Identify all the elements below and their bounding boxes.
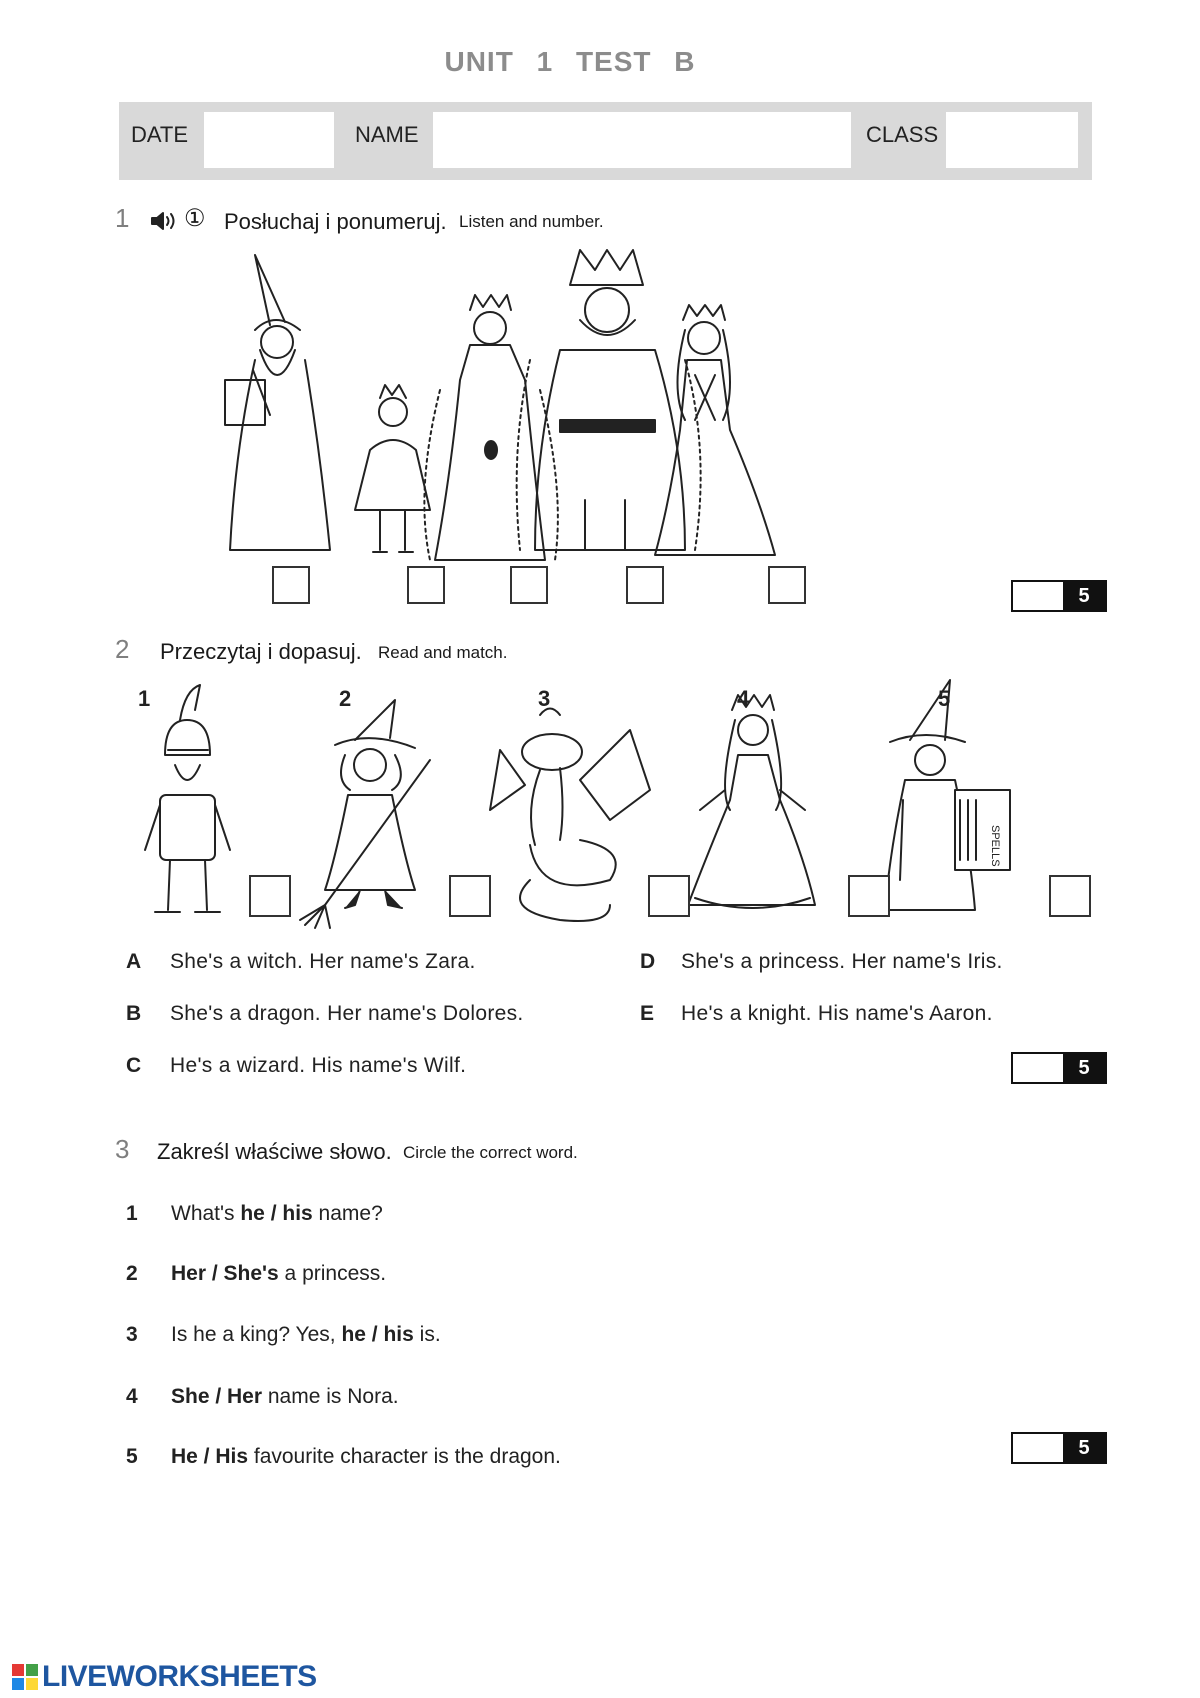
match-box-1[interactable] [249,875,291,917]
section-2-score [1011,1052,1107,1084]
logo-square-1 [12,1664,24,1676]
option-text-c: He's a wizard. His name's Wilf. [170,1054,467,1077]
question-5: He / His favourite character is the dragon. [171,1445,561,1468]
option-letter-e: E [640,1002,655,1025]
question-1: What's he / his name? [171,1202,383,1225]
score-total: 5 [1063,1054,1105,1082]
class-label: CLASS [866,122,939,147]
option-letter-a: A [126,950,142,973]
picture-number-1: 1 [138,686,151,711]
track-number: ① [184,205,206,232]
prince-figure [355,385,430,552]
answer-box-prince[interactable] [407,566,445,604]
match-box-3[interactable] [648,875,690,917]
score-total: 5 [1063,582,1105,610]
picture-number-5: 5 [938,686,951,711]
choice-5[interactable]: He / His [171,1445,249,1468]
princess-figure [655,305,775,555]
option-text-b: She's a dragon. Her name's Dolores. [170,1002,524,1025]
section-1-instruction-pl: Posłuchaj i ponumeruj. [224,209,447,234]
audio-icon[interactable] [150,210,180,232]
question-4: She / Her name is Nora. [171,1385,399,1408]
liveworksheets-logo[interactable] [12,1660,317,1694]
royal-court-illustration [215,250,865,570]
student-info-bar [119,102,1092,180]
score-input-area[interactable] [1013,582,1063,610]
answer-box-princess[interactable] [768,566,806,604]
name-label: NAME [355,122,419,147]
choice-4[interactable]: She / Her [171,1385,263,1408]
match-box-4[interactable] [848,875,890,917]
question-2: Her / She's a princess. [171,1262,387,1285]
section-3-instruction-en: Circle the correct word. [403,1143,578,1162]
section-2-instruction-en: Read and match. [378,643,508,662]
question-number-5: 5 [126,1445,138,1468]
option-letter-d: D [640,950,656,973]
option-text-a: She's a witch. Her name's Zara. [170,950,476,973]
option-letter-c: C [126,1054,142,1077]
logo-square-2 [26,1664,38,1676]
score-input-area[interactable] [1013,1434,1063,1462]
question-number-4: 4 [126,1385,138,1408]
wizard-small-figure [885,680,1010,910]
wizard-figure [225,255,330,550]
date-field[interactable] [204,112,334,168]
option-text-d: She's a princess. Her name's Iris. [681,950,1003,973]
knight-figure [145,685,230,912]
picture-number-3: 3 [538,686,551,711]
dragon-figure [490,709,650,922]
princess-small-figure [688,695,815,908]
logo-text: LIVEWORKSHEETS [42,1660,317,1693]
date-label: DATE [131,122,189,147]
option-text-e: He's a knight. His name's Aaron. [681,1002,993,1025]
answer-box-king[interactable] [626,566,664,604]
section-1-number: 1 [115,203,130,233]
match-box-5[interactable] [1049,875,1091,917]
option-letter-b: B [126,1002,142,1025]
section-1-instruction-en: Listen and number. [459,212,604,231]
question-number-2: 2 [126,1262,138,1285]
question-number-1: 1 [126,1202,138,1225]
page-title: UNIT 1 TEST B [444,46,696,77]
match-box-2[interactable] [449,875,491,917]
picture-number-4: 4 [737,686,750,711]
section-2-number: 2 [115,634,130,664]
class-field[interactable] [946,112,1078,168]
section-1-score [1011,580,1107,612]
name-field[interactable] [433,112,851,168]
answer-box-queen[interactable] [510,566,548,604]
section-3-score [1011,1432,1107,1464]
score-total: 5 [1063,1434,1105,1462]
answer-box-wizard[interactable] [272,566,310,604]
section-3-instruction-pl: Zakreśl właściwe słowo. [157,1139,392,1164]
witch-figure [300,700,430,928]
logo-square-4 [26,1678,38,1690]
queen-figure [424,295,557,560]
logo-square-3 [12,1678,24,1690]
spells-book-label: SPELLS [989,825,1001,867]
question-3: Is he a king? Yes, he / his is. [171,1323,441,1346]
question-number-3: 3 [126,1323,138,1346]
choice-3[interactable]: he / his [341,1323,414,1346]
king-figure [517,250,701,550]
score-input-area[interactable] [1013,1054,1063,1082]
section-2-instruction-pl: Przeczytaj i dopasuj. [160,639,362,664]
picture-number-2: 2 [339,686,352,711]
choice-2[interactable]: Her / She's [171,1262,279,1285]
logo-grid-icon [12,1664,38,1690]
section-3-number: 3 [115,1134,130,1164]
choice-1[interactable]: he / his [240,1202,313,1225]
